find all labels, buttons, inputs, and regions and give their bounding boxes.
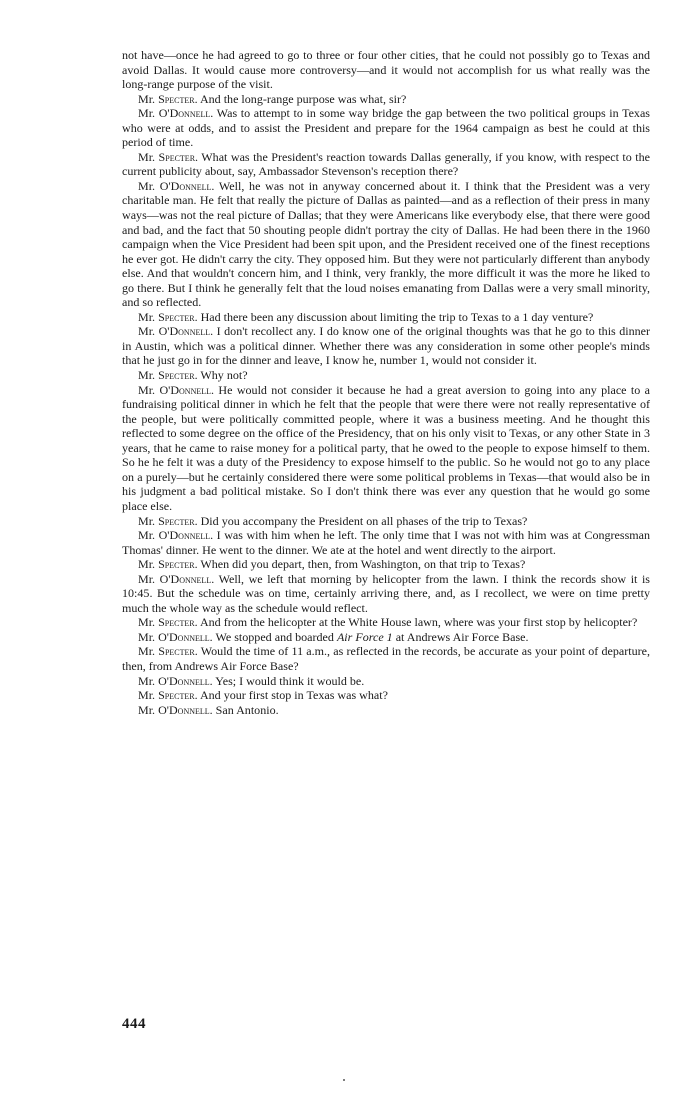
transcript-paragraph bbox=[122, 528, 650, 557]
transcript-paragraph bbox=[122, 703, 650, 718]
speaker-title: Mr. bbox=[138, 673, 159, 688]
transcript-paragraph bbox=[122, 688, 650, 703]
transcript-paragraph bbox=[122, 179, 650, 310]
paragraph-text: not have—once he had agreed to go to three or four other cities, that he could not possibly go to Texas and avoid Dallas. It would cause more controversy—and it would not accomplish for us what really was the long-range purpose of the visit. bbox=[122, 48, 650, 92]
speaker-title: Mr. bbox=[138, 513, 159, 528]
speaker-name: O'Donnell. bbox=[158, 629, 213, 644]
transcript-paragraph bbox=[122, 557, 650, 572]
paragraph-text: Would the time of 11 a.m., as reflected in the records, be accurate as your point of departure, then, from Andrews Air Force Base? bbox=[122, 644, 650, 673]
paragraph-text: I don't recollect any. I do know one of the original thoughts was that he go to this dinner in Austin, which was a political dinner. Whether there was any consideration in some other people's minds that he just go in for the dinner and leave, I know he, number 1, would not consider it. bbox=[122, 324, 650, 368]
transcript-paragraph bbox=[122, 324, 650, 368]
speaker-title: Mr. bbox=[138, 688, 159, 703]
paragraph-text: Yes; I would think it would be. bbox=[212, 673, 365, 688]
transcript-page bbox=[122, 48, 650, 717]
speaker-name: Specter. bbox=[158, 91, 198, 106]
paragraph-text: Why not? bbox=[197, 368, 248, 383]
speaker-name: O'Donnell. bbox=[158, 702, 213, 717]
paragraph-text: San Antonio. bbox=[212, 702, 279, 717]
transcript-paragraph bbox=[122, 572, 650, 616]
paragraph-text: And the long-range purpose was what, sir? bbox=[197, 91, 407, 106]
speaker-title: Mr. bbox=[138, 106, 159, 121]
transcript-paragraph bbox=[122, 514, 650, 529]
paragraph-text: Well, we left that morning by helicopter from the lawn. I think the records show it is 10:45. But the schedule was on time, certainly arriving there, and, as I recollect, we were on time pretty much the whole way as the schedule would reflect. bbox=[122, 571, 650, 615]
speaker-title: Mr. bbox=[138, 528, 159, 543]
speaker-title: Mr. bbox=[138, 644, 159, 659]
transcript-paragraph bbox=[122, 630, 650, 645]
speaker-name: Specter. bbox=[158, 615, 198, 630]
transcript-paragraph bbox=[122, 674, 650, 689]
transcript-paragraph bbox=[122, 92, 650, 107]
speaker-name: Specter. bbox=[158, 368, 198, 383]
transcript-paragraph bbox=[122, 615, 650, 630]
paragraph-text: And from the helicopter at the White House lawn, where was your first stop by helicopter? bbox=[197, 615, 638, 630]
transcript-paragraph bbox=[122, 150, 650, 179]
speaker-name: Specter. bbox=[158, 644, 198, 659]
paragraph-text: When did you depart, then, from Washington, on that trip to Texas? bbox=[197, 557, 526, 572]
paragraph-text-after: at Andrews Air Force Base. bbox=[392, 629, 529, 644]
speaker-name: Specter. bbox=[158, 557, 198, 572]
speaker-name: Specter. bbox=[158, 688, 198, 703]
transcript-paragraph bbox=[122, 310, 650, 325]
speaker-name: O'Donnell. bbox=[159, 571, 215, 586]
scan-speck bbox=[343, 1079, 345, 1081]
speaker-title: Mr. bbox=[138, 368, 159, 383]
speaker-title: Mr. bbox=[138, 324, 159, 339]
paragraph-text: Was to attempt to in some way bridge the gap between the two political groups in Texas who were at odds, and to assist the President and prepare for the 1964 campaign as best he could at this period of time. bbox=[122, 106, 650, 150]
speaker-name: Specter. bbox=[158, 513, 198, 528]
speaker-name: Specter. bbox=[158, 309, 198, 324]
speaker-title: Mr. bbox=[138, 382, 160, 397]
speaker-name: O'Donnell. bbox=[158, 324, 214, 339]
speaker-name: O'Donnell. bbox=[158, 673, 213, 688]
transcript-paragraph bbox=[122, 644, 650, 673]
speaker-name: O'Donnell. bbox=[159, 178, 215, 193]
speaker-title: Mr. bbox=[138, 309, 159, 324]
transcript-paragraph bbox=[122, 368, 650, 383]
transcript-paragraph bbox=[122, 383, 650, 514]
italic-text: Air Force 1 bbox=[336, 629, 393, 644]
speaker-title: Mr. bbox=[138, 91, 159, 106]
transcript-paragraph bbox=[122, 48, 650, 92]
paragraph-text: Had there been any discussion about limiting the trip to Texas to a 1 day venture? bbox=[197, 309, 594, 324]
paragraph-text: I was with him when he left. The only time that I was not with him was at Congressman Thomas' dinner. He went to the dinner. We ate at the hotel and went directly to the airport. bbox=[122, 528, 650, 557]
paragraph-text: Well, he was not in anyway concerned about it. I think that the President was a very charitable man. He felt that really the picture of Dallas as painted—and as a reflection of their press in many ways—was not the real picture of Dallas; that they were Americans like everybody else, that there were good and bad, and the fact that 50 shouting people didn't portray the city of Dallas. He had been there in the 1960 campaign when the Vice President had been spit upon, and the President received one of the finest receptions he ever got. He didn't carry the city. They opposed him. But they were not particularly different than anybody else. And that wouldn't concern him, and I think, very frankly, the more difficult it was the more he liked to go there. But I think he generally felt that the loud noises emanating from Dallas were a very small minority, and so reflected. bbox=[122, 178, 650, 310]
transcript-paragraph bbox=[122, 106, 650, 150]
speaker-title: Mr. bbox=[138, 629, 159, 644]
speaker-name: O'Donnell. bbox=[158, 528, 214, 543]
speaker-name: O'Donnell. bbox=[159, 382, 215, 397]
speaker-title: Mr. bbox=[138, 557, 159, 572]
paragraph-text: And your first stop in Texas was what? bbox=[197, 688, 388, 703]
speaker-name: O'Donnell. bbox=[158, 106, 214, 121]
speaker-name: Specter. bbox=[158, 149, 199, 164]
paragraph-text: Did you accompany the President on all phases of the trip to Texas? bbox=[197, 513, 528, 528]
speaker-title: Mr. bbox=[138, 702, 159, 717]
paragraph-text: We stopped and boarded bbox=[212, 629, 337, 644]
speaker-title: Mr. bbox=[138, 178, 160, 193]
speaker-title: Mr. bbox=[138, 571, 160, 586]
speaker-title: Mr. bbox=[138, 149, 159, 164]
speaker-title: Mr. bbox=[138, 615, 159, 630]
paragraph-text: What was the President's reaction towards Dallas generally, if you know, with respect to the current publicity about, say, Ambassador Stevenson's reception there? bbox=[122, 149, 650, 179]
paragraph-text: He would not consider it because he had a great aversion to going into any place to a fundraising political dinner in which he felt that the people that were there were not really representative of the people, but were politically committed people, where it was a business meeting. And he thought this reflected to some degree on the office of the Presidency, that on his only visit to Texas, or any other State in 3 years, that he came to raise money for a political party, that he owed to the people to expose himself to them. So he he felt it was a duty of the Presidency to expose himself to the public. So he would not go to any place on a purely—but he certainly considered there were some political problems in Texas—that would also be in his judgment a bad political mistake. So I don't think there was ever any question that he would go some place else. bbox=[122, 382, 650, 513]
page-number: 444 bbox=[122, 1016, 146, 1032]
